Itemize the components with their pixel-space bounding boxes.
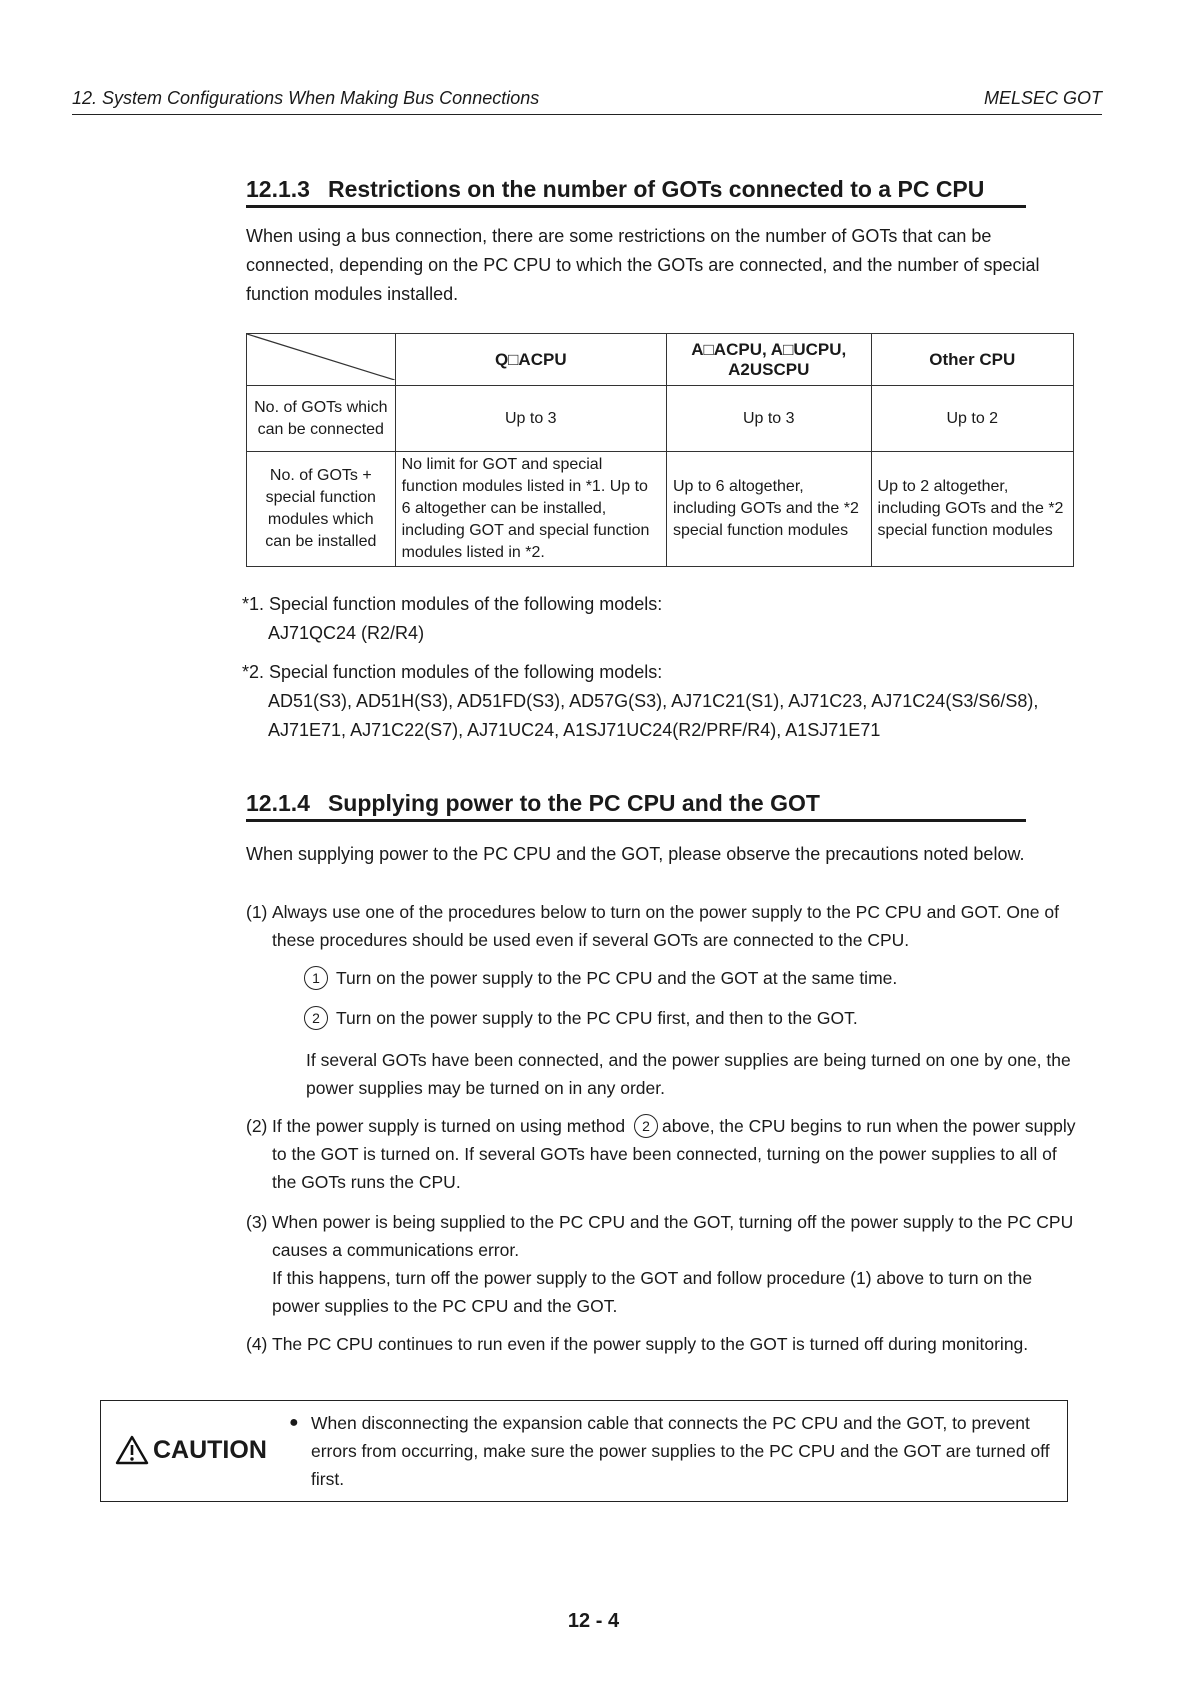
step-text-part: If the power supply is turned on using method	[272, 1116, 626, 1136]
step-number: (4)	[246, 1334, 268, 1354]
table-cell: Up to 3	[666, 386, 871, 452]
caution-box	[100, 1400, 1068, 1502]
step-1	[246, 898, 1076, 954]
step-text: The PC CPU continues to run even if the power supply to the GOT is turned off during monitoring.	[272, 1334, 1029, 1354]
step-2	[246, 1112, 1076, 1196]
footnote-models: AJ71QC24 (R2/R4)	[268, 623, 425, 643]
caution-label-group	[115, 1435, 267, 1465]
circled-number: 1	[304, 966, 328, 990]
section-number: 12.1.4	[246, 790, 310, 816]
table-header-cell: Q□ACPU	[395, 334, 666, 386]
bullet-icon: ●	[289, 1414, 299, 1431]
step-text-part: When power is being supplied to the PC CPU and the GOT, turning off the power supply to the PC CPU causes a communications error.	[272, 1212, 1074, 1260]
step-1-option-2	[304, 1004, 1074, 1032]
section-intro: When supplying power to the PC CPU and the GOT, please observe the precautions noted below.	[246, 844, 1025, 864]
option-text: Turn on the power supply to the PC CPU first, and then to the GOT.	[336, 1008, 858, 1028]
header-chapter-title: 12. System Configurations When Making Bus Connections	[72, 88, 540, 108]
footnote-1	[242, 590, 662, 648]
step-1-option-1	[304, 964, 1074, 992]
footnote-models: AD51(S3), AD51H(S3), AD51FD(S3), AD57G(S3), AJ71C21(S1), AJ71C23, AJ71C24(S3/S6/S8), AJ71E71, AJ71C22(S7), AJ71UC24, A1SJ71UC24(R2/PRF/R4), A1SJ71E71	[268, 691, 1039, 740]
table-cell: Up to 2 altogether, including GOTs and the *2 special function modules	[871, 452, 1073, 567]
step-text: Always use one of the procedures below to turn on the power supply to the PC CPU and GOT. One of these procedures should be used even if several GOTs are connected to the CPU.	[272, 902, 1059, 950]
table-row-label: No. of GOTs + special function modules which can be installed	[247, 452, 396, 567]
caution-body	[289, 1409, 1051, 1493]
circled-number: 2	[304, 1006, 328, 1030]
table-header-cell: Other CPU	[871, 334, 1073, 386]
step-text	[272, 1208, 1076, 1320]
caution-label: CAUTION	[153, 1435, 267, 1464]
section-heading-12-1-4	[246, 790, 1026, 822]
section-title: Restrictions on the number of GOTs connected to a PC CPU	[327, 176, 985, 202]
step-number: (1)	[246, 902, 268, 922]
step-4	[246, 1330, 1086, 1358]
table-cell: No limit for GOT and special function modules listed in *1. Up to 6 altogether can be installed, including GOT and special function modules listed in *2.	[395, 452, 666, 567]
header-product-name: MELSEC GOT	[983, 88, 1102, 108]
table-corner-cell	[247, 334, 396, 386]
table-cell: Up to 3	[395, 386, 666, 452]
step-number: (2)	[246, 1116, 268, 1136]
section-title: Supplying power to the PC CPU and the GOT	[327, 790, 820, 816]
page-number: 12 - 4	[567, 1610, 620, 1632]
section-heading-12-1-3	[246, 176, 1026, 208]
option-note: If several GOTs have been connected, and the power supplies are being turned on one by one, the power supplies may be turned on in any order.	[306, 1050, 1071, 1098]
diagonal-line	[247, 334, 395, 380]
section-number: 12.1.3	[246, 176, 310, 202]
table-row	[247, 386, 1074, 452]
table-header-row	[247, 334, 1074, 386]
got-restriction-table	[246, 333, 1074, 567]
step-text-part: If this happens, turn off the power supply to the GOT and follow procedure (1) above to turn on the power supplies to the PC CPU and the GOT.	[272, 1268, 1033, 1316]
caution-text: When disconnecting the expansion cable that connects the PC CPU and the GOT, to prevent errors from occurring, make sure the power supplies to the PC CPU and the GOT are turned off first.	[311, 1413, 1050, 1489]
option-text: Turn on the power supply to the PC CPU and the GOT at the same time.	[336, 968, 898, 988]
footnote-title: *1. Special function modules of the following models:	[242, 594, 663, 614]
table-row-label: No. of GOTs which can be connected	[247, 386, 396, 452]
step-number: (3)	[246, 1212, 268, 1232]
step-3	[246, 1208, 1076, 1320]
table-header-cell: A□ACPU, A□UCPU, A2USCPU	[666, 334, 871, 386]
page-header	[72, 88, 1102, 115]
footnote-2	[242, 658, 1076, 745]
step-text	[272, 1112, 1076, 1196]
table-cell: Up to 6 altogether, including GOTs and the *2 special function modules	[666, 452, 871, 567]
section-intro: When using a bus connection, there are some restrictions on the number of GOTs that can be connected, depending on the PC CPU to which the GOTs are connected, and the number of special function modules installed.	[246, 226, 1040, 304]
footnote-title: *2. Special function modules of the following models:	[242, 662, 663, 682]
table-row	[247, 452, 1074, 567]
step-text-part: above, the CPU begins to run when the power supply to the GOT is turned on. If several GOTs have been connected, turning on the power supplies to all of the GOTs runs the CPU.	[272, 1116, 1076, 1192]
warning-triangle-icon	[115, 1435, 149, 1465]
circled-number: 2	[634, 1114, 658, 1138]
table-cell: Up to 2	[871, 386, 1073, 452]
